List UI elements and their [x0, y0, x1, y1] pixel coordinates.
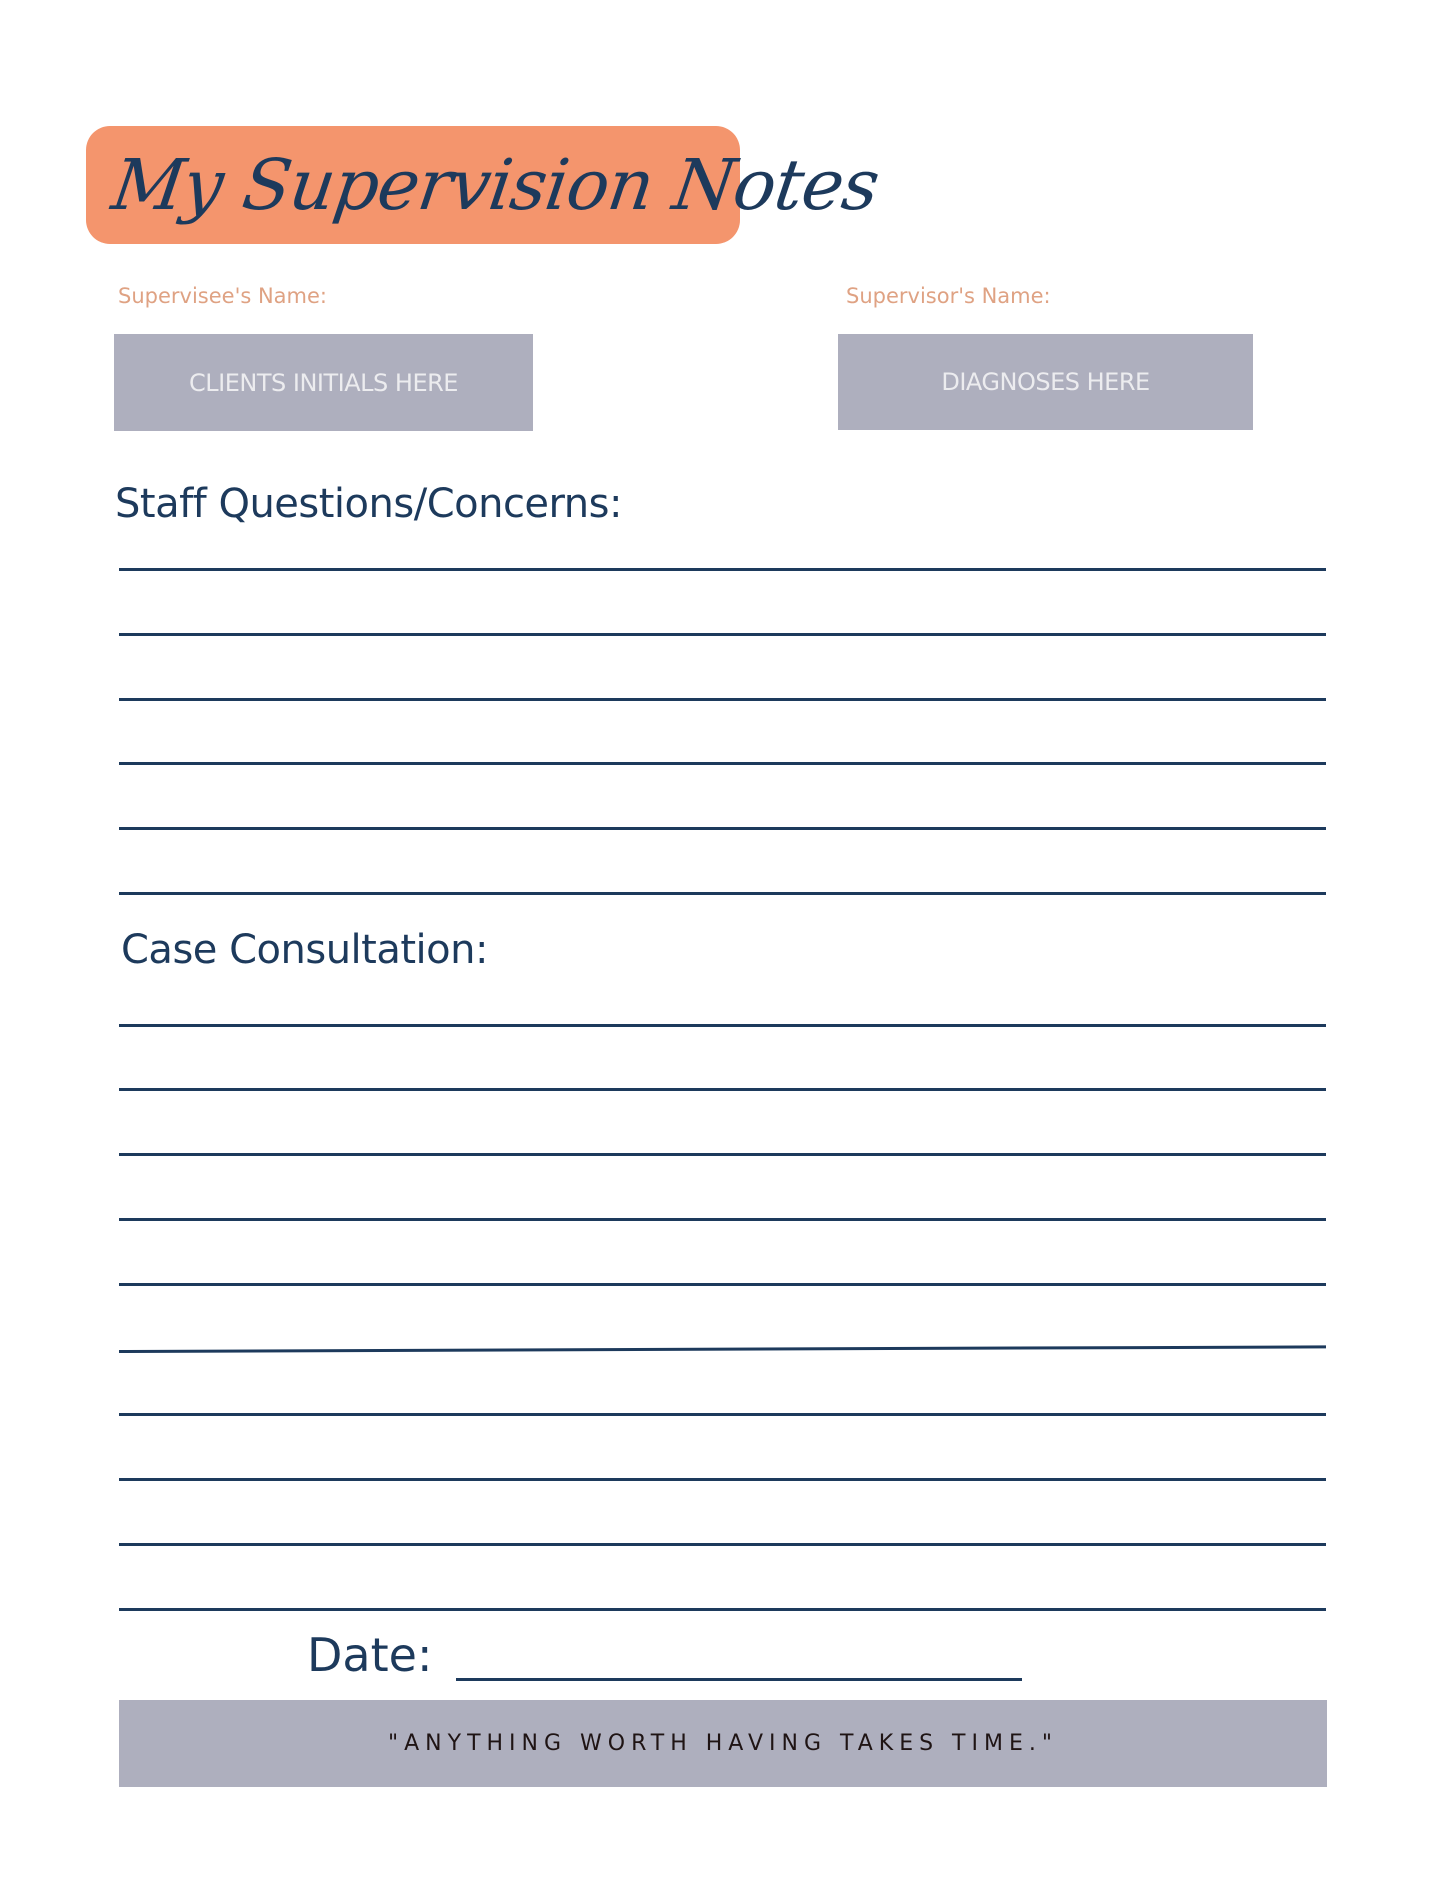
writing-line[interactable]: [119, 1088, 1326, 1091]
supervisee-name-placeholder: CLIENTS INITIALS HERE: [189, 368, 458, 397]
writing-line[interactable]: [119, 1608, 1326, 1611]
writing-line[interactable]: [119, 1153, 1326, 1156]
footer-quote: "ANYTHING WORTH HAVING TAKES TIME.": [388, 1731, 1058, 1756]
writing-line[interactable]: [119, 892, 1326, 895]
writing-line[interactable]: [119, 1345, 1326, 1353]
writing-line[interactable]: [119, 1218, 1326, 1221]
case-consultation-heading: Case Consultation:: [121, 927, 488, 973]
supervisee-name-field[interactable]: [114, 334, 533, 431]
writing-line[interactable]: [119, 827, 1326, 830]
date-label: Date:: [307, 1628, 433, 1682]
supervisor-name-label: Supervisor's Name:: [846, 284, 1051, 308]
writing-line[interactable]: [119, 698, 1326, 701]
writing-line[interactable]: [119, 1413, 1326, 1416]
writing-line[interactable]: [119, 1478, 1326, 1481]
title-banner: [86, 126, 884, 244]
date-field[interactable]: [456, 1678, 1022, 1681]
writing-line[interactable]: [119, 1283, 1326, 1286]
writing-line[interactable]: [119, 633, 1326, 636]
page-title: My Supervision Notes: [107, 144, 884, 226]
writing-line[interactable]: [119, 1024, 1326, 1027]
writing-line[interactable]: [119, 762, 1326, 765]
footer-quote-banner: [119, 1700, 1327, 1787]
writing-line[interactable]: [119, 568, 1326, 571]
staff-questions-heading: Staff Questions/Concerns:: [115, 481, 622, 527]
supervisor-name-field[interactable]: [838, 334, 1253, 430]
supervisor-name-placeholder: DIAGNOSES HERE: [941, 368, 1150, 396]
supervisee-name-label: Supervisee's Name:: [118, 284, 327, 308]
writing-line[interactable]: [119, 1543, 1326, 1546]
